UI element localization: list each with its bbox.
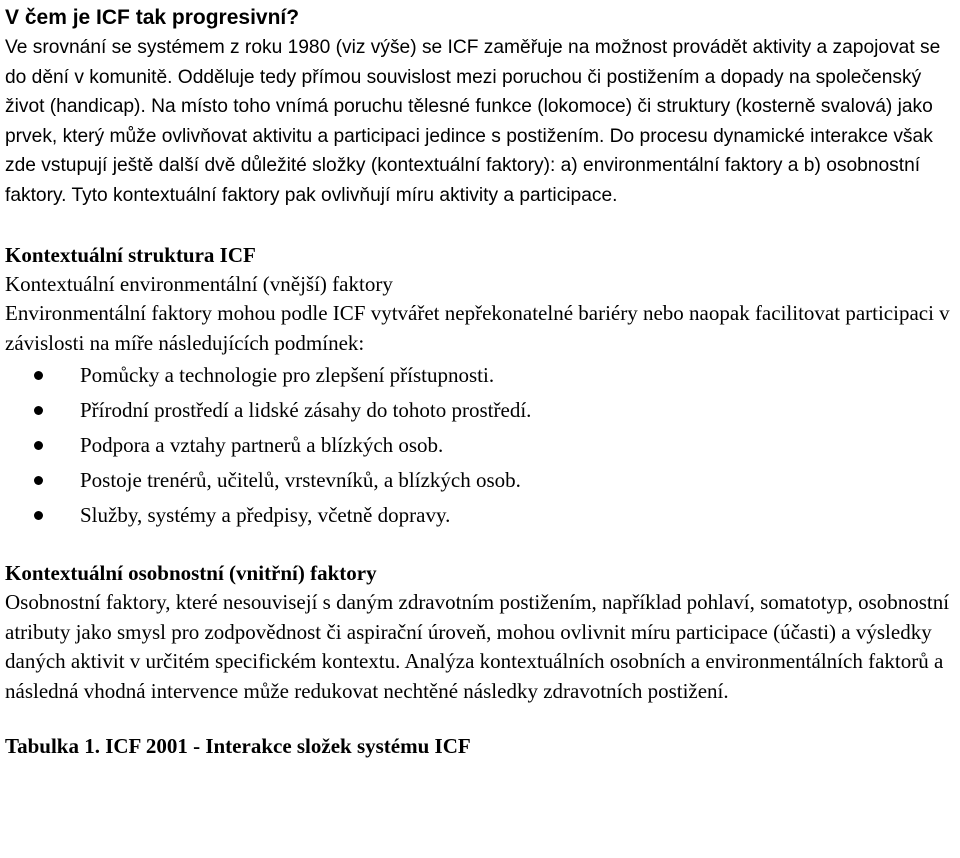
bullet-icon (34, 406, 43, 415)
section-heading-personal-factors: Kontextuální osobnostní (vnitřní) faktory (5, 561, 377, 585)
list-item-text: Podpora a vztahy partnerů a blízkých osob. (80, 433, 444, 457)
subheading-environmental-factors: Kontextuální environmentální (vnější) faktory (5, 272, 393, 296)
list-item (5, 358, 955, 393)
list-item-text: Postoje trenérů, učitelů, vrstevníků, a blízkých osob. (80, 468, 521, 492)
list-item-text: Služby, systémy a předpisy, včetně dopravy. (80, 503, 451, 527)
document-page (5, 0, 955, 761)
table-caption: Tabulka 1. ICF 2001 - Interakce složek systému ICF (5, 734, 471, 758)
list-item-text: Pomůcky a technologie pro zlepšení přístupnosti. (80, 363, 495, 387)
bullet-icon (34, 476, 43, 485)
conditions-list (5, 358, 955, 533)
personal-factors-paragraph: Osobnostní faktory, které nesouvisejí s daným zdravotním postižením, například pohlaví, somatotyp, osobnostní atributy jako smysl pro zodpovědnost či aspirační úroveň, mohou ovlivnit míru participace (účasti) a výsledky daných aktivit v určitém specifickém kontextu. Analýza kontextuálních osobních a environmentálních faktorů a následná vhodná intervence může redukovat nechtěné následky zdravotních postižení. (5, 590, 950, 703)
list-item-text: Přírodní prostředí a lidské zásahy do tohoto prostředí. (80, 398, 532, 422)
intro-paragraph: Ve srovnání se systémem z roku 1980 (viz výše) se ICF zaměřuje na možnost provádět aktivity a zapojovat se do dění v komunitě. Odděluje tedy přímou souvislost mezi poruchou či postižením a dopady na společenský život (handicap). Na místo toho vnímá poruchu tělesné funkce (lokomoce) či struktury (kosterně svalová) jako prvek, který může ovlivňovat aktivitu a participaci jedince s postižením. Do procesu dynamické interakce však zde vstupují ještě další dvě důležité složky (kontextuální faktory): a) environmentální faktory a b) osobnostní faktory. Tyto kontextuální faktory pak ovlivňují míru aktivity a participace. (5, 37, 941, 206)
bullet-icon (34, 371, 43, 380)
list-item (5, 428, 955, 463)
list-item (5, 498, 955, 533)
environmental-paragraph: Environmentální faktory mohou podle ICF vytvářet nepřekonatelné bariéry nebo naopak facilitovat participaci v závislosti na míře následujících podmínek: (5, 301, 950, 355)
section-heading-context-structure: Kontextuální struktura ICF (5, 243, 256, 267)
section-heading-progressive: V čem je ICF tak progresivní? (5, 6, 300, 29)
list-item (5, 393, 955, 428)
bullet-icon (34, 441, 43, 450)
bullet-icon (34, 511, 43, 520)
list-item (5, 463, 955, 498)
